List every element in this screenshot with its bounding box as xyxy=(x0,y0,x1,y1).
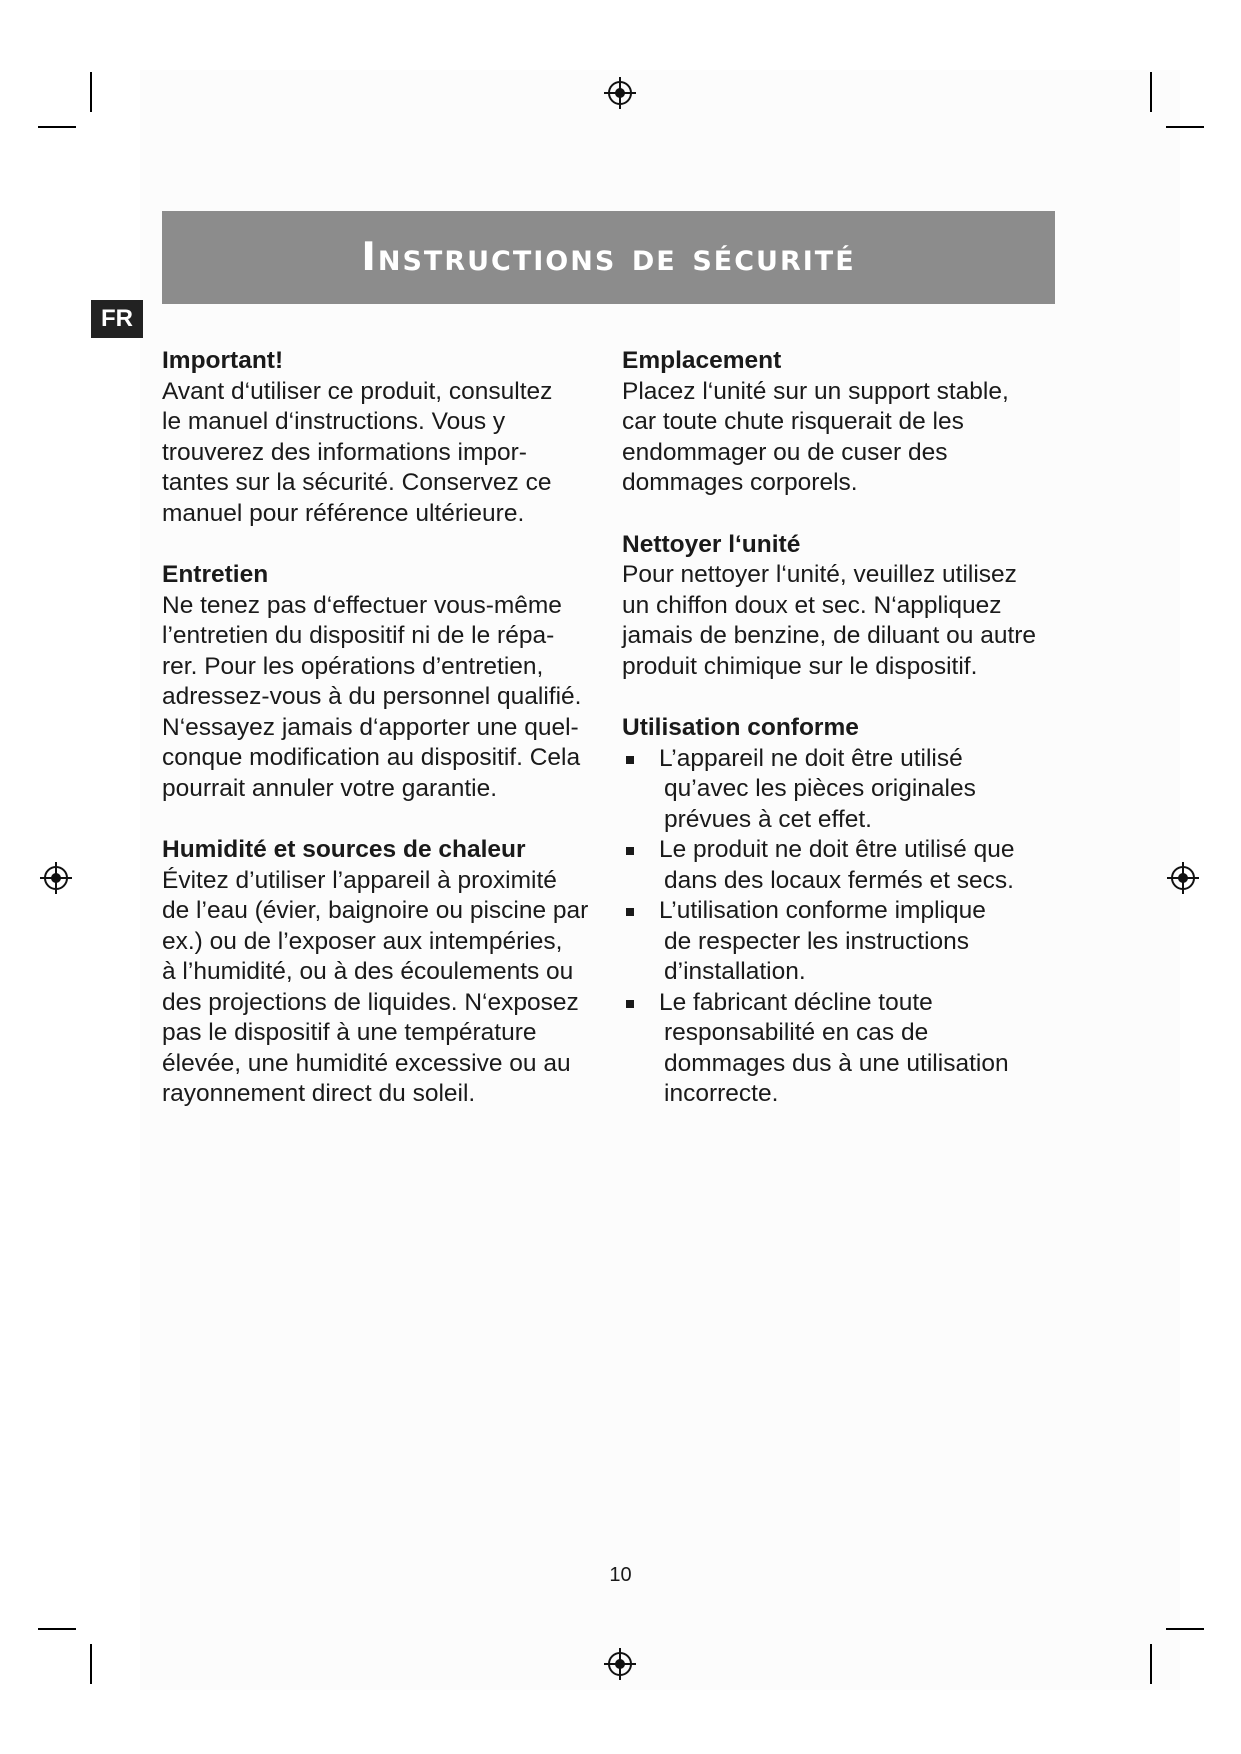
section-utilisation xyxy=(622,713,1062,1110)
text-line: Le produit ne doit être utilisé que xyxy=(659,836,1015,863)
text-line: pas le dispositif à une température xyxy=(162,1019,537,1046)
text-line: jamais de benzine, de diluant ou autre xyxy=(622,622,1037,649)
crop-mark xyxy=(1150,72,1152,112)
text-line: Avant d‘utiliser ce produit, consultez xyxy=(162,377,553,405)
section-title: Utilisation conforme xyxy=(622,714,859,741)
crop-mark xyxy=(90,72,92,112)
text-line: rer. Pour les opérations d’entretien, xyxy=(162,652,544,680)
text-line: Ne tenez pas d‘effectuer vous-même xyxy=(162,591,562,619)
text-line: dommages corporels. xyxy=(622,469,858,496)
text-line: L’appareil ne doit être utilisé xyxy=(659,744,963,772)
text-line: ex.) ou de l’exposer aux intempéries, xyxy=(162,927,563,955)
section-important xyxy=(162,346,617,529)
crop-mark xyxy=(90,1644,92,1684)
bullet-square-icon xyxy=(626,1000,634,1008)
section-title: Nettoyer l‘unité xyxy=(622,530,801,558)
section-nettoyer xyxy=(622,530,1062,683)
section-title: Entretien xyxy=(162,561,269,588)
text-line: car toute chute risquerait de les xyxy=(622,408,964,435)
text-line: Le fabricant décline toute xyxy=(659,988,933,1016)
text-line: dommages dus à une utilisation xyxy=(664,1049,1009,1077)
text-line: incorrecte. xyxy=(664,1080,779,1107)
text-line: N‘essayez jamais d‘apporter une quel- xyxy=(162,713,579,741)
text-line: prévues à cet effet. xyxy=(664,805,872,833)
bullet-item xyxy=(622,988,1062,1019)
language-tab: FR xyxy=(91,300,143,338)
section-title: Important! xyxy=(162,347,284,374)
text-line: conque modification au dispositif. Cela xyxy=(162,744,581,771)
text-line: Placez l‘unité sur un support stable, xyxy=(622,377,1009,405)
text-line: élevée, une humidité excessive ou au xyxy=(162,1049,571,1077)
text-line: adressez-vous à du personnel qualifié. xyxy=(162,683,582,710)
bullet-item xyxy=(622,744,1062,775)
crop-mark xyxy=(38,1628,76,1630)
text-line: rayonnement direct du soleil. xyxy=(162,1080,476,1107)
text-line: endommager ou de cuser des xyxy=(622,438,948,466)
text-line: responsabilité en cas de xyxy=(664,1019,929,1046)
bullet-square-icon xyxy=(626,847,634,855)
right-column xyxy=(622,346,1062,1110)
crop-mark xyxy=(1166,126,1204,128)
crop-mark xyxy=(38,126,76,128)
page-title: Instructions de sécurité xyxy=(361,235,856,280)
text-line: de l’eau (évier, baignoire ou piscine par xyxy=(162,897,589,924)
text-line: pourrait annuler votre garantie. xyxy=(162,774,498,802)
section-title: Humidité et sources de chaleur xyxy=(162,836,526,863)
text-line: Évitez d’utiliser l’appareil à proximité xyxy=(162,866,557,894)
text-line: un chiffon doux et sec. N‘appliquez xyxy=(622,591,1002,619)
crop-mark xyxy=(1150,1644,1152,1684)
registration-mark-icon xyxy=(39,861,73,895)
section-title: Emplacement xyxy=(622,347,782,374)
section-humidite xyxy=(162,835,617,1110)
bullet-item xyxy=(622,835,1062,866)
left-column xyxy=(162,346,617,1110)
bullet-item xyxy=(622,896,1062,927)
registration-mark-icon xyxy=(1166,861,1200,895)
text-line: tantes sur la sécurité. Conservez ce xyxy=(162,469,552,496)
title-banner xyxy=(162,211,1055,304)
text-line: le manuel d‘instructions. Vous y xyxy=(162,408,506,435)
section-emplacement xyxy=(622,346,1062,499)
bullet-square-icon xyxy=(626,908,634,916)
registration-mark-icon xyxy=(603,1647,637,1681)
text-line: de respecter les instructions xyxy=(664,927,970,955)
text-line: d’installation. xyxy=(664,958,806,985)
text-line: produit chimique sur le dispositif. xyxy=(622,652,978,680)
text-line: Pour nettoyer l‘unité, veuillez utilisez xyxy=(622,561,1017,588)
bullet-square-icon xyxy=(626,756,634,764)
registration-mark-icon xyxy=(603,76,637,110)
section-entretien xyxy=(162,560,617,804)
text-line: L’utilisation conforme implique xyxy=(659,897,986,924)
text-line: dans des locaux fermés et secs. xyxy=(664,866,1014,894)
crop-mark xyxy=(1166,1628,1204,1630)
text-line: des projections de liquides. N‘exposez xyxy=(162,988,579,1016)
text-line: qu’avec les pièces originales xyxy=(664,775,976,802)
page-number: 10 xyxy=(609,1564,632,1586)
text-line: l’entretien du dispositif ni de le répa- xyxy=(162,622,555,649)
text-line: manuel pour référence ultérieure. xyxy=(162,499,525,527)
text-line: trouverez des informations impor- xyxy=(162,438,527,466)
text-line: à l’humidité, ou à des écoulements ou xyxy=(162,958,574,985)
